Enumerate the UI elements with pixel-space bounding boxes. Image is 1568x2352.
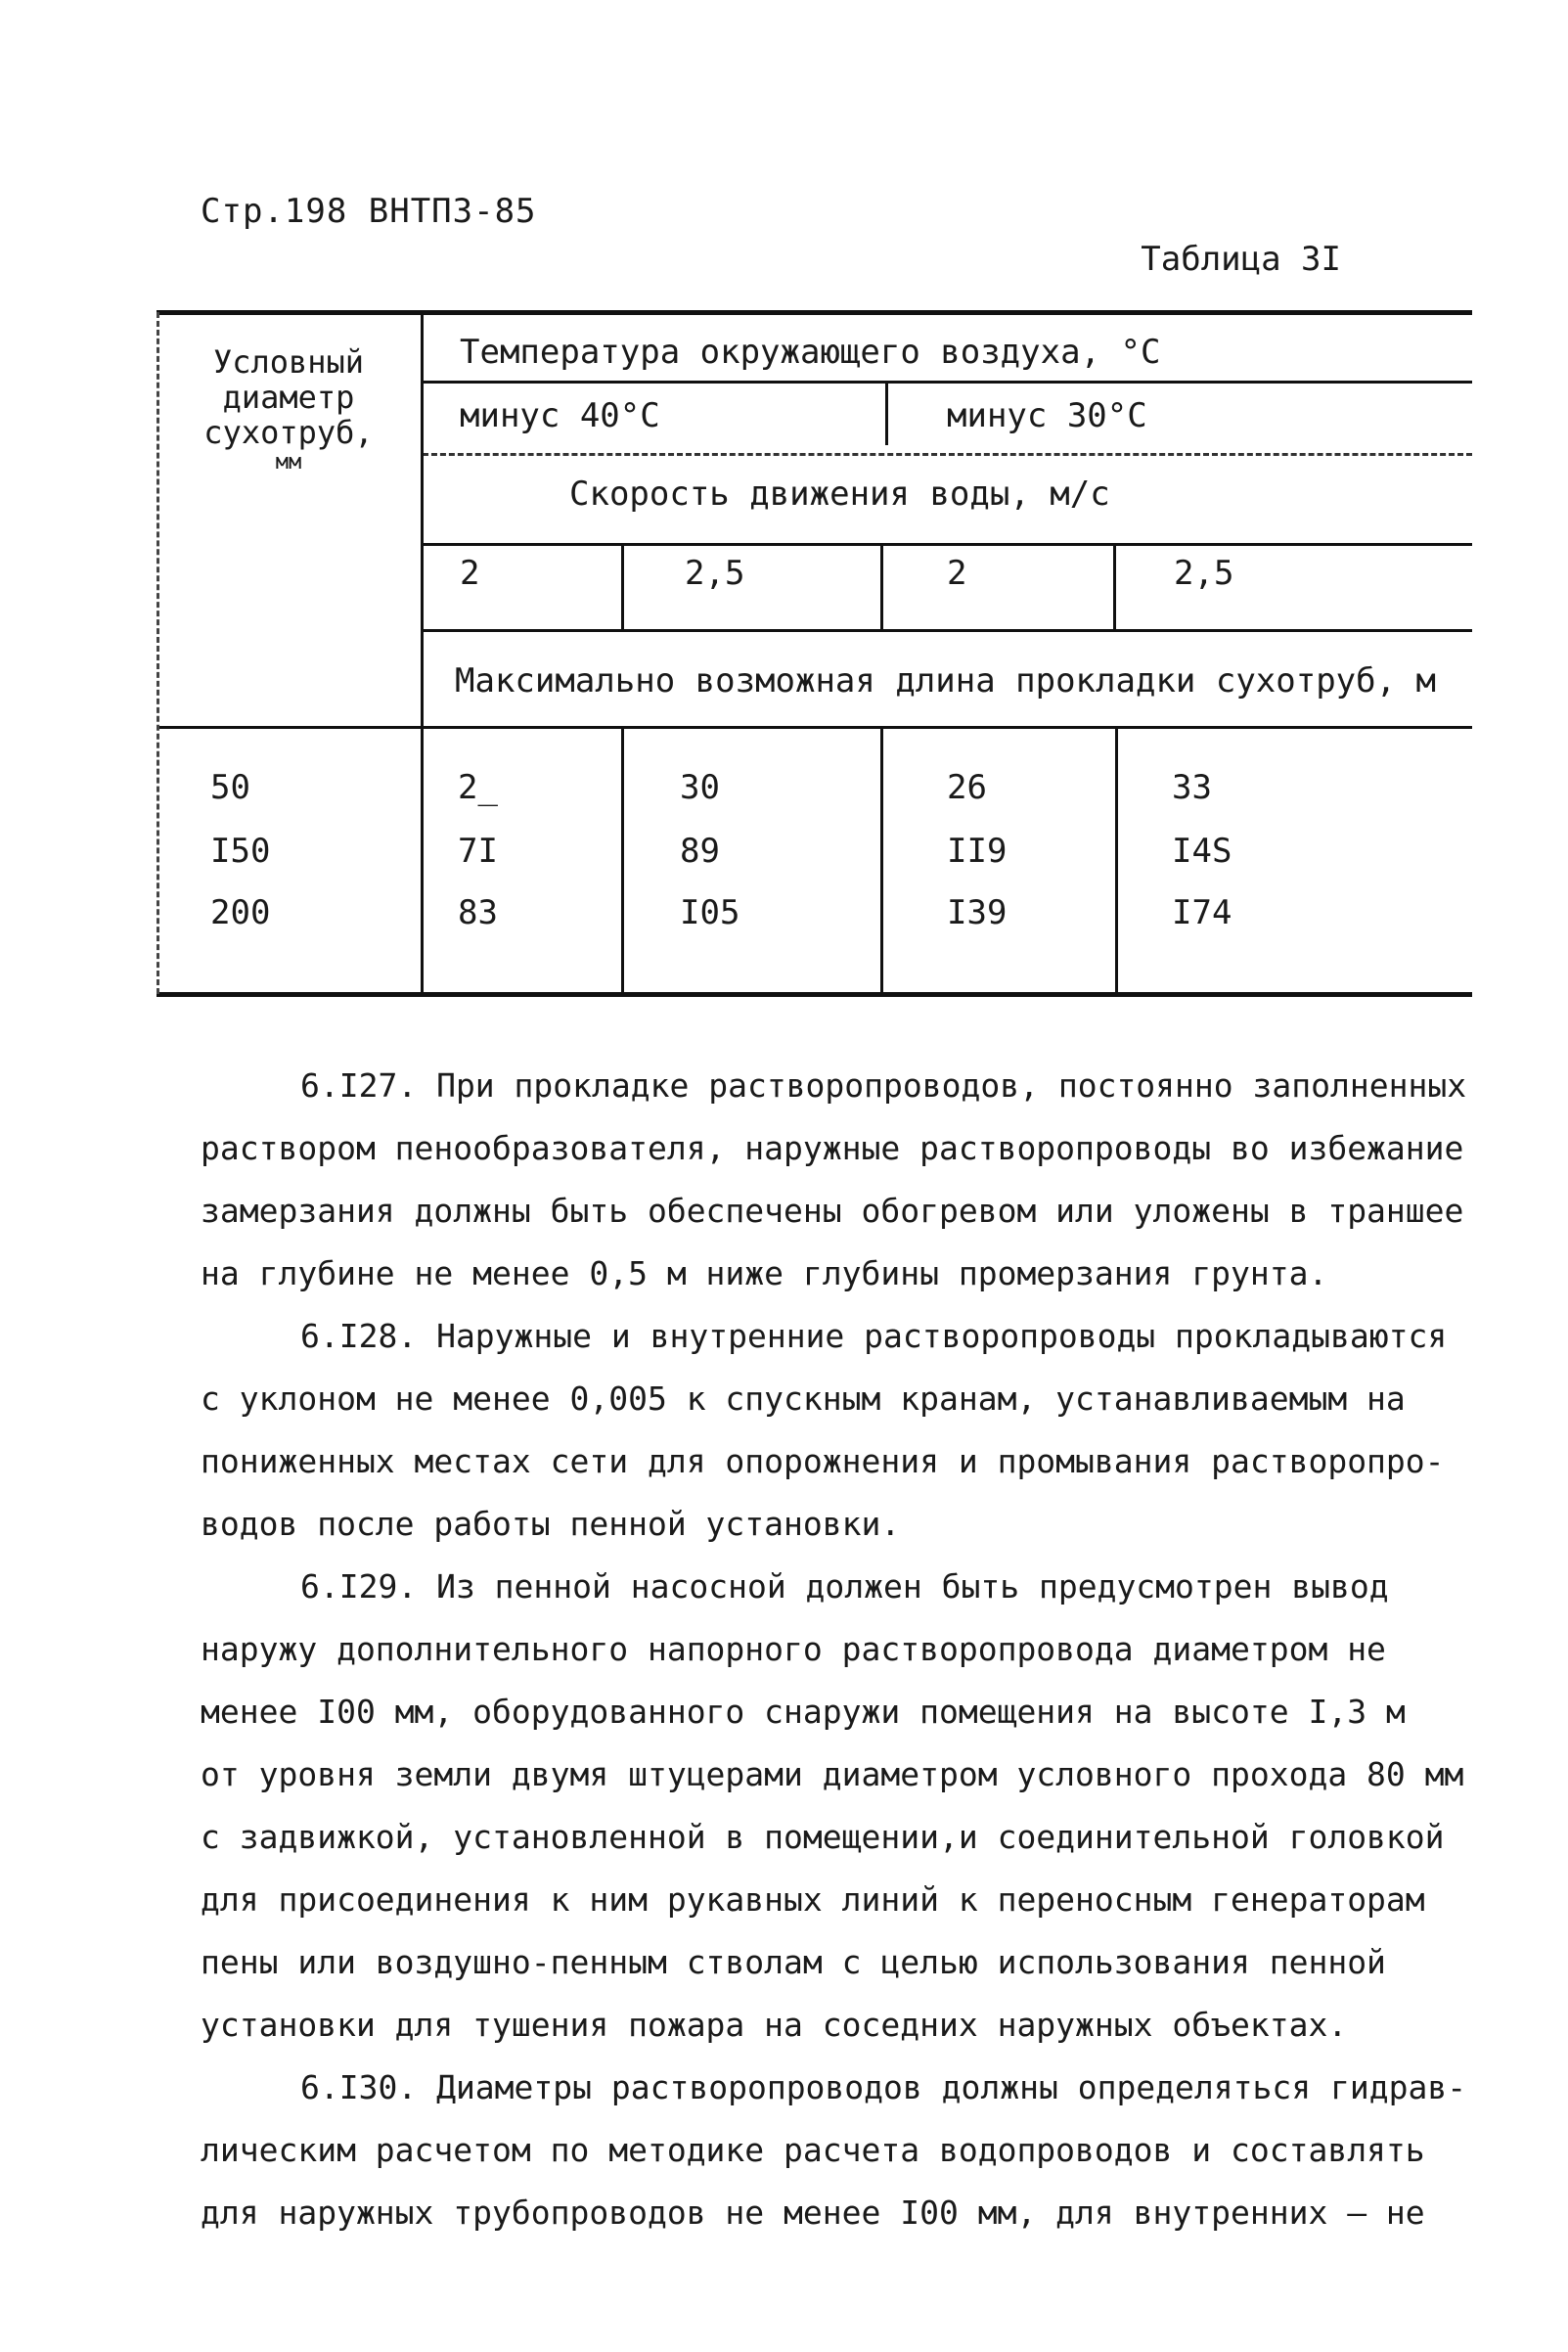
value-cell: 83 [458, 893, 498, 932]
table-top-border [157, 310, 1472, 315]
temperature-header: Температура окружающего воздуха, °С [460, 333, 1161, 372]
diameter-cell: 200 [210, 893, 271, 932]
text-line: 6.I27. При прокладке растворопроводов, постоянно заполненных [300, 1066, 1467, 1105]
text-line: наружу дополнительного напорного растворопровода диаметром не [201, 1630, 1386, 1668]
temp-group-divider [885, 381, 888, 445]
stub-divider [421, 312, 424, 994]
value-cell: II9 [947, 832, 1008, 871]
table-header-bottom [157, 726, 1472, 729]
speed-value: 2,5 [1174, 554, 1234, 593]
table-rule [423, 381, 1472, 384]
temp-group-minus40: минус 40°С [460, 396, 660, 435]
text-line: для наружных трубопроводов не менее I00 мм, для внутренних – не [201, 2194, 1425, 2232]
text-line: пониженных местах сети для опорожнения и промывания растворопро- [201, 1442, 1445, 1480]
diameter-cell: 50 [210, 768, 250, 807]
paragraph-6-127 [201, 1055, 1467, 1305]
text-line: установки для тушения пожара на соседних наружных объектах. [201, 2006, 1348, 2044]
table-rule [423, 629, 1472, 632]
diameter-cell: I50 [210, 832, 271, 871]
text-line: 6.I29. Из пенной насосной должен быть предусмотрен вывод [300, 1567, 1389, 1606]
text-line: 6.I30. Диаметры растворопроводов должны определяться гидрав- [300, 2068, 1467, 2106]
speed-value: 2 [947, 554, 967, 593]
text-line: замерзания должны быть обеспечены обогревом или уложены в траншее [201, 1192, 1464, 1230]
speed-value: 2,5 [685, 554, 745, 593]
paragraph-6-130 [201, 2057, 1467, 2244]
text-line: от уровня земли двумя штуцерами диаметром условного прохода 80 мм [201, 1755, 1464, 1793]
table-left-border [157, 312, 159, 994]
text-line: водов после работы пенной установки. [201, 1505, 901, 1543]
text-line: лическим расчетом по методике расчета водопроводов и составлять [201, 2131, 1425, 2169]
text-line: 6.I28. Наружные и внутренние растворопроводы прокладываются [300, 1317, 1448, 1355]
paragraph-6-128 [201, 1305, 1453, 1556]
value-cell: 89 [680, 832, 720, 871]
speed-divider [880, 543, 883, 629]
temp-group-minus30: минус 30°С [947, 396, 1147, 435]
text-line: пены или воздушно-пенным стволам с целью использования пенной [201, 1943, 1386, 1981]
stub-header-line: Условный [212, 343, 365, 381]
body-text [201, 1055, 1467, 2244]
table-rule [423, 543, 1472, 546]
table-label: Таблица ЗI [1141, 240, 1341, 279]
text-line: с уклоном не менее 0,005 к спускным кранам, устанавливаемым на [201, 1380, 1406, 1418]
text-line: для присоединения к ним рукавных линий к переносным генераторам [201, 1880, 1425, 1919]
text-line: менее I00 мм, оборудованного снаружи помещения на высоте I,3 м [201, 1693, 1406, 1731]
table-rule [423, 453, 1472, 456]
body-divider [621, 726, 624, 992]
value-cell: 30 [680, 768, 720, 807]
table-bottom-border [157, 992, 1472, 997]
value-cell: 26 [947, 768, 987, 807]
length-header: Максимально возможная длина прокладки сухотруб, м [455, 661, 1437, 701]
value-cell: I74 [1172, 893, 1232, 932]
text-line: раствором пенообразователя, наружные растворопроводы во избежание [201, 1129, 1464, 1167]
body-divider [880, 726, 883, 992]
value-cell: I05 [680, 893, 740, 932]
speed-value: 2 [460, 554, 480, 593]
stub-header [161, 344, 416, 475]
value-cell: 7I [458, 832, 498, 871]
paragraph-6-129 [201, 1556, 1464, 2057]
body-divider [1115, 726, 1118, 992]
speed-header: Скорость движения воды, м/с [569, 475, 1110, 514]
text-line: с задвижкой, установленной в помещении,и соединительной головкой [201, 1818, 1445, 1856]
text-line: на глубине не менее 0,5 м ниже глубины промерзания грунта. [201, 1254, 1328, 1292]
stub-header-line: мм [275, 450, 302, 475]
value-cell: I39 [947, 893, 1008, 932]
value-cell: I4S [1172, 832, 1232, 871]
page-header: Стр.198 ВНТПЗ-85 [201, 192, 537, 231]
value-cell: 33 [1172, 768, 1212, 807]
stub-header-line: сухотруб, [203, 414, 374, 451]
value-cell: 2_ [458, 768, 498, 807]
speed-divider [621, 543, 624, 629]
stub-header-line: диаметр [222, 379, 355, 416]
speed-divider [1113, 543, 1116, 629]
